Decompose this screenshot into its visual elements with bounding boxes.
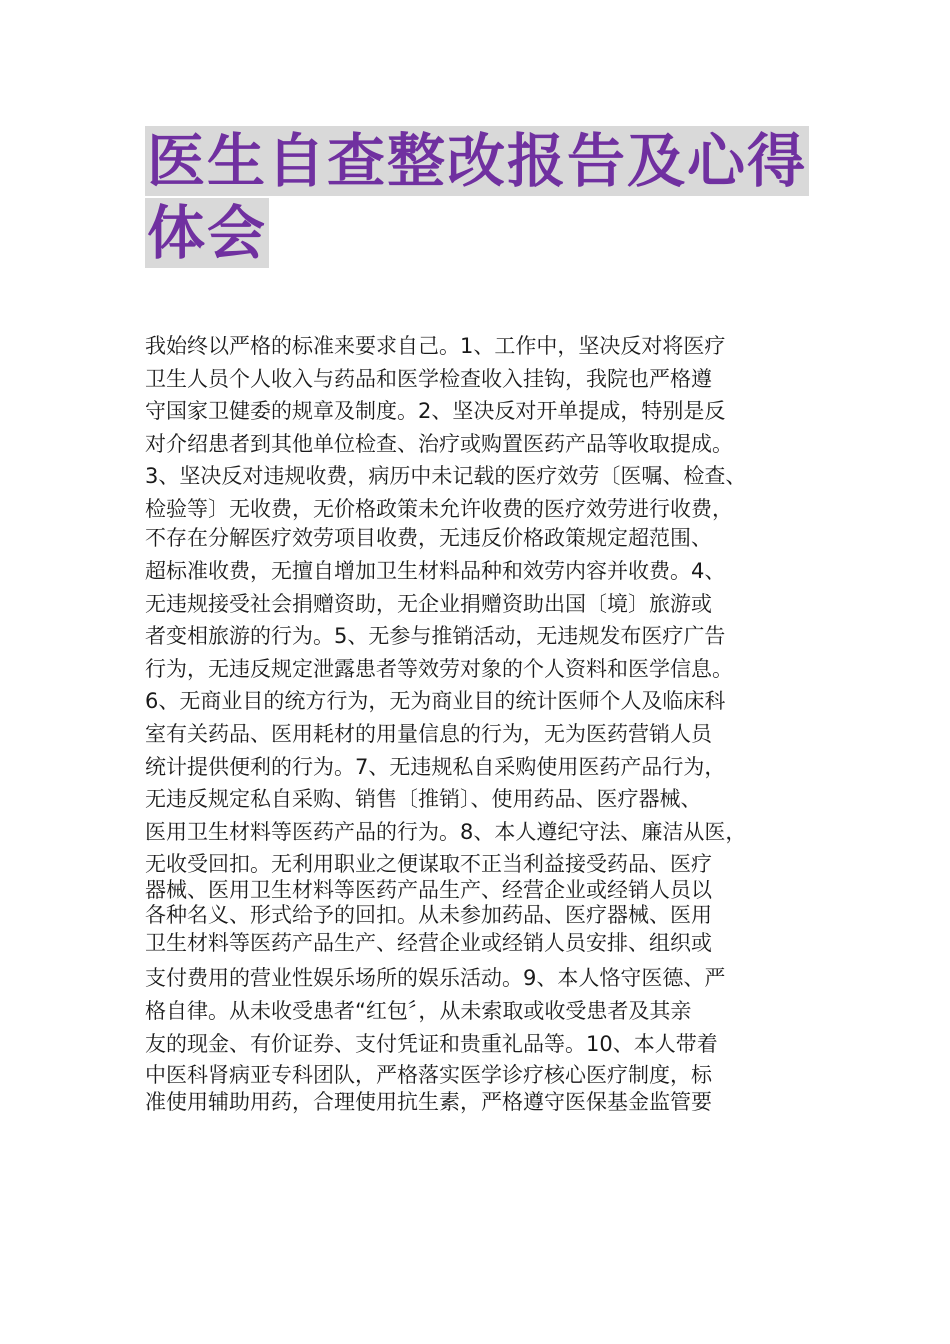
document-body <box>145 330 810 1114</box>
body-line: 无违反规定私自采购、销售〔推销〕、使用药品、医疗器械、 <box>145 787 702 812</box>
body-line: 支付费用的营业性娱乐场所的娱乐活动。9、本人恪守医德、严 <box>145 966 726 991</box>
body-line: 守国家卫健委的规章及制度。2、坚决反对开单提成，特别是反 <box>145 399 726 424</box>
body-line: 卫生人员个人收入与药品和医学检查收入挂钩，我院也严格遵 <box>145 366 712 391</box>
body-line: 中医科肾病亚专科团队，严格落实医学诊疗核心医疗制度，标 <box>145 1063 712 1088</box>
body-line: 我始终以严格的标准来要求自己。1、工作中，坚决反对将医疗 <box>145 334 726 358</box>
body-line: 对介绍患者到其他单位检查、治疗或购置医药产品等收取提成。 <box>145 431 733 456</box>
body-line: 超标准收费，无擅自增加卫生材料品种和效劳内容并收费。4、 <box>145 558 726 583</box>
body-line: 3、坚决反对违规收费，病历中未记载的医疗效劳〔医嘱、检查、 <box>145 464 747 489</box>
body-line: 友的现金、有价证券、支付凭证和贵重礼品等。10、本人带着 <box>145 1031 718 1056</box>
body-line: 无收受回扣。无利用职业之便谋取不正当利益接受药品、医疗 <box>145 852 712 877</box>
body-line: 准使用辅助用药，合理使用抗生素，严格遵守医保基金监管要 <box>145 1090 712 1115</box>
title-line-2: 体会 <box>147 199 268 267</box>
body-line: 者变相旅游的行为。5、无参与推销活动，无违规发布医疗广告 <box>145 624 726 649</box>
document-title <box>145 126 815 268</box>
body-line: 行为，无违反规定泄露患者等效劳对象的个人资料和医学信息。 <box>145 656 733 681</box>
body-line: 统计提供便利的行为。7、无违规私自采购使用医药产品行为， <box>145 754 726 779</box>
body-line: 器械、医用卫生材料等医药产品生产、经营企业或经销人员以 <box>145 878 712 903</box>
title-line-1: 医生自查整改报告及心得 <box>147 127 808 195</box>
body-line: 医用卫生材料等医药产品的行为。8、本人遵纪守法、廉洁从医， <box>145 819 747 844</box>
body-line: 卫生材料等医药产品生产、经营企业或经销人员安排、组织或 <box>145 931 712 956</box>
body-line: 各种名义、形式给予的回扣。从未参加药品、医疗器械、医用 <box>145 903 712 928</box>
body-line: 无违规接受社会捐赠资助，无企业捐赠资助出国〔境〕旅游或 <box>145 591 712 616</box>
body-line: 格自律。从未收受患者“红包〞，从未索取或收受患者及其亲 <box>145 998 692 1023</box>
body-line: 不存在分解医疗效劳项目收费，无违反价格政策规定超范围、 <box>145 525 712 550</box>
body-line: 6、无商业目的统方行为，无为商业目的统计医师个人及临床科 <box>145 689 726 714</box>
body-line: 检验等〕无收费，无价格政策未允许收费的医疗效劳进行收费， <box>145 496 733 521</box>
body-line: 室有关药品、医用耗材的用量信息的行为，无为医药营销人员 <box>145 721 712 746</box>
